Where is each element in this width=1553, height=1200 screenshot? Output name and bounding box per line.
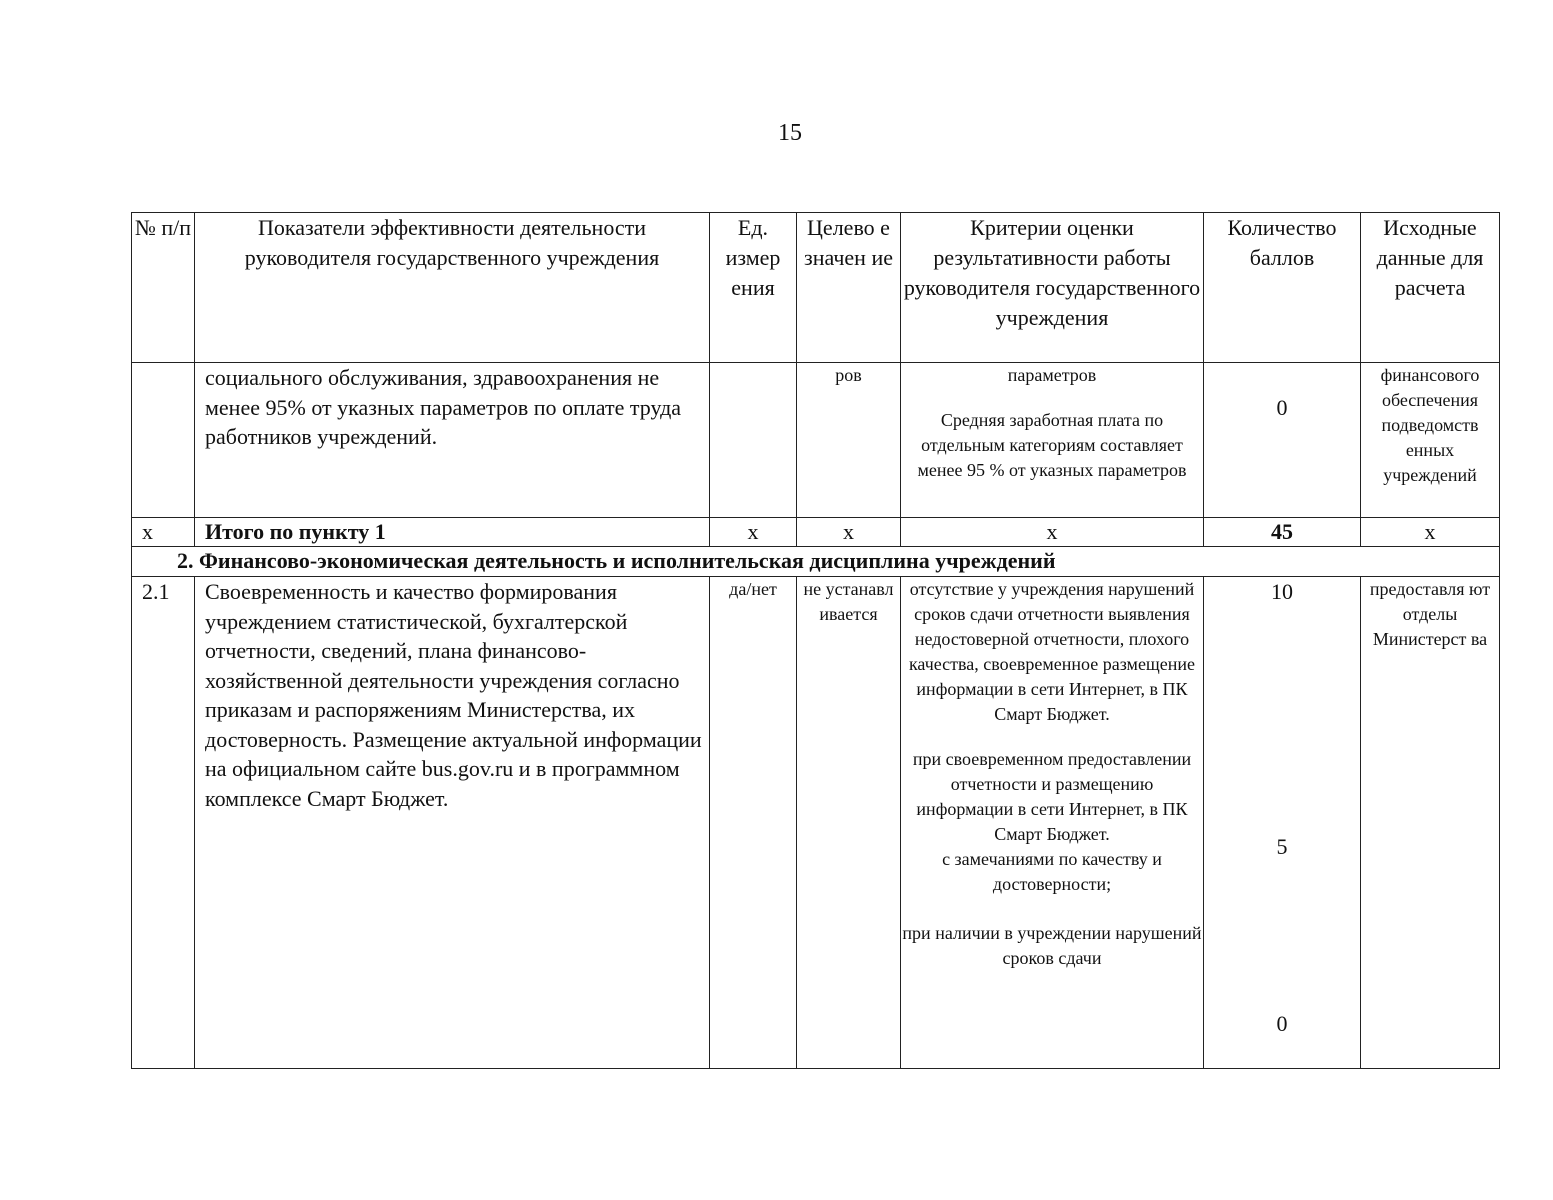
section-title: Финансово-экономическая деятельность и исполнительская дисциплина учреждений xyxy=(199,548,1056,573)
cell-total-unit: х xyxy=(710,518,797,547)
cell-num-empty xyxy=(132,363,195,518)
points-value: 0 xyxy=(1276,395,1288,420)
header-source: Исходные данные для расчета xyxy=(1361,213,1500,363)
cell-points xyxy=(1204,577,1361,1069)
cell-total-points: 45 xyxy=(1204,518,1361,547)
table-row-continued xyxy=(132,363,1500,518)
header-target: Целево е значен ие xyxy=(797,213,901,363)
cell-total-criteria: х xyxy=(901,518,1204,547)
criteria-text: при наличии в учреждении нарушений сроков сдачи xyxy=(902,923,1202,968)
cell-criteria xyxy=(901,363,1204,518)
total-row xyxy=(132,518,1500,547)
section-heading-row xyxy=(132,547,1500,577)
cell-indicator: Своевременность и качество формирования учреждением статистической, бухгалтерской отчетности, сведений, плана финансово-хозяйственной деятельности учреждения согласно приказам и распоряжениям Министерства, их достоверность. Размещение актуальной информации на официальном сайте bus.gov.ru и в программном комплексе Смарт Бюджет. xyxy=(195,577,710,1069)
section-heading xyxy=(132,547,1500,577)
section-number: 2. xyxy=(177,548,194,573)
cell-source: предоставля ют отделы Министерст ва xyxy=(1361,577,1500,1069)
cell-unit: да/нет xyxy=(710,577,797,1069)
cell-source: финансового обеспечения подведомств енных учреждений xyxy=(1361,363,1500,518)
criteria-text: отсутствие у учреждения нарушений сроков сдачи отчетности выявления недостоверной отчетности, плохого качества, своевременное размещение информации в сети Интернет, в ПК Смарт Бюджет. xyxy=(908,579,1196,724)
cell-num: 2.1 xyxy=(132,577,195,1069)
table-header-row xyxy=(132,213,1500,363)
header-num: № п/п xyxy=(132,213,195,363)
page-number: 15 xyxy=(778,120,802,146)
points-value: 5 xyxy=(1276,834,1288,859)
cell-criteria xyxy=(901,577,1204,1069)
cell-target: не устанавл ивается xyxy=(797,577,901,1069)
criteria-text: с замечаниями по качеству и достоверности; xyxy=(942,849,1162,894)
criteria-text: параметров xyxy=(1007,365,1097,385)
points-value: 10 xyxy=(1271,579,1293,604)
cell-unit-empty xyxy=(710,363,797,518)
cell-total-target: х xyxy=(797,518,901,547)
criteria-text: Средняя заработная плата по отдельным категориям составляет менее 95 % от указных параметров xyxy=(917,410,1187,480)
criteria-text: при своевременном предоставлении отчетности и размещению информации в сети Интернет, в ПК Смарт Бюджет. xyxy=(912,749,1192,844)
evaluation-table xyxy=(131,212,1500,1069)
cell-points xyxy=(1204,363,1361,518)
header-points: Количество баллов xyxy=(1204,213,1361,363)
cell-target: ров xyxy=(797,363,901,518)
cell-indicator: социального обслуживания, здравоохранения не менее 95% от указных параметров по оплате труда работников учреждений. xyxy=(195,363,710,518)
header-indicator: Показатели эффективности деятельности руководителя государственного учреждения xyxy=(195,213,710,363)
cell-total-label: Итого по пункту 1 xyxy=(195,518,710,547)
points-value: 0 xyxy=(1276,1011,1288,1036)
header-criteria: Критерии оценки результативности работы руководителя государственного учреждения xyxy=(901,213,1204,363)
table-row-2-1 xyxy=(132,577,1500,1069)
cell-total-source: х xyxy=(1361,518,1500,547)
cell-total-num: х xyxy=(132,518,195,547)
header-unit: Ед. измер ения xyxy=(710,213,797,363)
